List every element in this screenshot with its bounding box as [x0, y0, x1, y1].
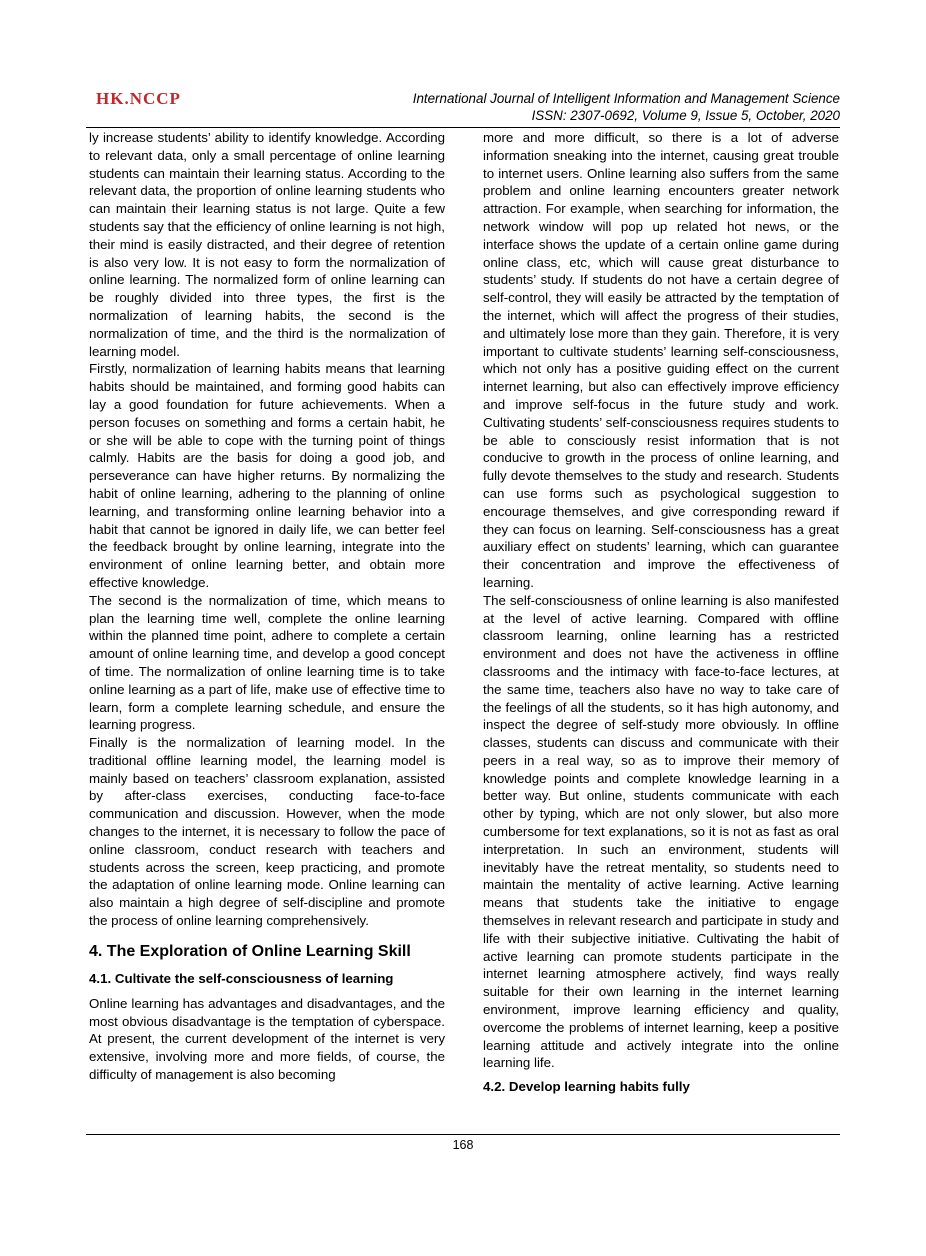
left-column: [89, 129, 445, 1084]
page-number: 168: [452, 1138, 474, 1152]
paragraph: Online learning has advantages and disadvantages, and the most obvious disadvantage is the temptation of cyberspace. At present, the current development of the internet is very extensive, involving more and more fields, of course, the difficulty of management is also becoming: [89, 995, 445, 1083]
paragraph: ly increase students’ ability to identify knowledge. According to relevant data, only a small percentage of online learning students can maintain their learning status. According to the relevant data, the proportion of online learning students who can maintain their learning status is not large. Quite a few students say that the efficiency of online learning is not high, their mind is easily distracted, and their degree of retention is also very low. It is not easy to form the normalization of online learning. The normalized form of online learning can be roughly divided into three types, the first is the normalization of learning habits, the second is the normalization of time, and the third is the normalization of learning model.: [89, 130, 445, 359]
paragraph: The self-consciousness of online learning is also manifested at the level of active learning. Compared with offline classroom learning, online learning has a restricted environment and does not have the activeness in offline classrooms and the intimacy with face-to-face lectures, at the same time, teachers also have no way to take care of the feelings of all the students, so it has high autonomy, and inspect the degree of self-study more obviously. In offline classes, students can discuss and communicate with their peers in a real way, so as to improve their memory of knowledge points and complete knowledge learning in a better way. But online, students communicate with each other by typing, which are not only slower, but also more cumbersome for text explanations, so it is not as fast as oral interpretation. In such an environment, students will inevitably have the retreat mentality, so students need to maintain the mentality of active learning. Active learning means that students take the initiative to engage themselves in relevant research and participate in study and life with their subjective initiative. Cultivating the habit of active learning can promote students participate in the internet learning atmosphere actively, find ways really suitable for their own learning in the internet learning environment, improve learning efficiency and quality, overcome the problems of internet learning, keep a positive learning attitude and actively integrate into the online learning life.: [483, 592, 839, 1071]
paragraph: Firstly, normalization of learning habits means that learning habits should be maintained, and forming good habits can lay a good foundation for future achievements. When a person focuses on something and forms a certain habit, he or she will be able to cope with the turning point of things calmly. Habits are the basis for doing a good job, and perseverance can have higher returns. By normalizing the habit of online learning, adhering to the planning of online learning, and transforming online learning behavior into a habit that cannot be ignored in daily life, we can better feel the feedback brought by online learning, integrate into the environment of online learning better, and obtain more effective knowledge.: [89, 361, 445, 590]
paragraph: more and more difficult, so there is a lot of adverse information sneaking into the internet, causing great trouble to internet users. Online learning also suffers from the same problem and online learning encounters greater network attraction. For example, when searching for information, the network window will pop up related hot news, or the interface shows the update of a certain online game during online class, etc, which will cause great disturbance to students’ study. If students do not have a certain degree of self-control, they will easily be attracted by the temptation of the internet, which will affect the progress of their studies, and ultimately lose more than they gain. Therefore, it is very important to cultivate students’ learning self-consciousness, which not only has a positive guiding effect on the current internet learning, but also can effectively improve efficiency and improve self-focus in the future study and work. Cultivating students’ self-consciousness requires students to be able to consciously resist information that is not conducive to growth in the process of online learning, and fully devote themselves to the study and research. Students can use forms such as psychological suggestion to encourage themselves, and give corresponding reward if they can focus on learning. Self-consciousness has a great auxiliary effect on students’ learning, which can guarantee their concentration and improve the effectiveness of learning.: [483, 130, 839, 590]
subsection-heading: 4.1. Cultivate the self-consciousness of learning: [89, 970, 394, 986]
journal-issn: ISSN: 2307-0692, Volume 9, Issue 5, October, 2020: [531, 108, 840, 123]
journal-title: International Journal of Intelligent Information and Management Science: [412, 91, 840, 106]
paragraph: Finally is the normalization of learning model. In the traditional offline learning model, the learning model is mainly based on teachers’ classroom explanation, assisted by after-class exercises, conducting face-to-face communication and discussion. However, when the mode changes to the internet, it is necessary to follow the pace of online classroom, conduct research with teachers and students across the screen, keep practicing, and promote the adaptation of online learning mode. Online learning can also maintain a high degree of self-discipline and promote the process of online learning comprehensively.: [89, 735, 445, 929]
subsection-heading: 4.2. Develop learning habits fully: [483, 1079, 690, 1095]
paragraph: The second is the normalization of time, which means to plan the learning time well, complete the online learning within the planned time point, adhere to complete a certain amount of online learning time, and develop a good concept of time. The normalization of online learning time is to take online learning as a part of life, make use of effective time to learn, form a complete learning schedule, and ensure the learning progress.: [89, 592, 445, 733]
journal-logo: HK.NCCP: [96, 89, 181, 108]
journal-info: [320, 90, 840, 124]
header-divider: [86, 127, 840, 128]
section-heading: 4. The Exploration of Online Learning Skill: [89, 942, 411, 960]
right-column: [483, 129, 839, 1103]
footer-divider: [86, 1134, 840, 1135]
